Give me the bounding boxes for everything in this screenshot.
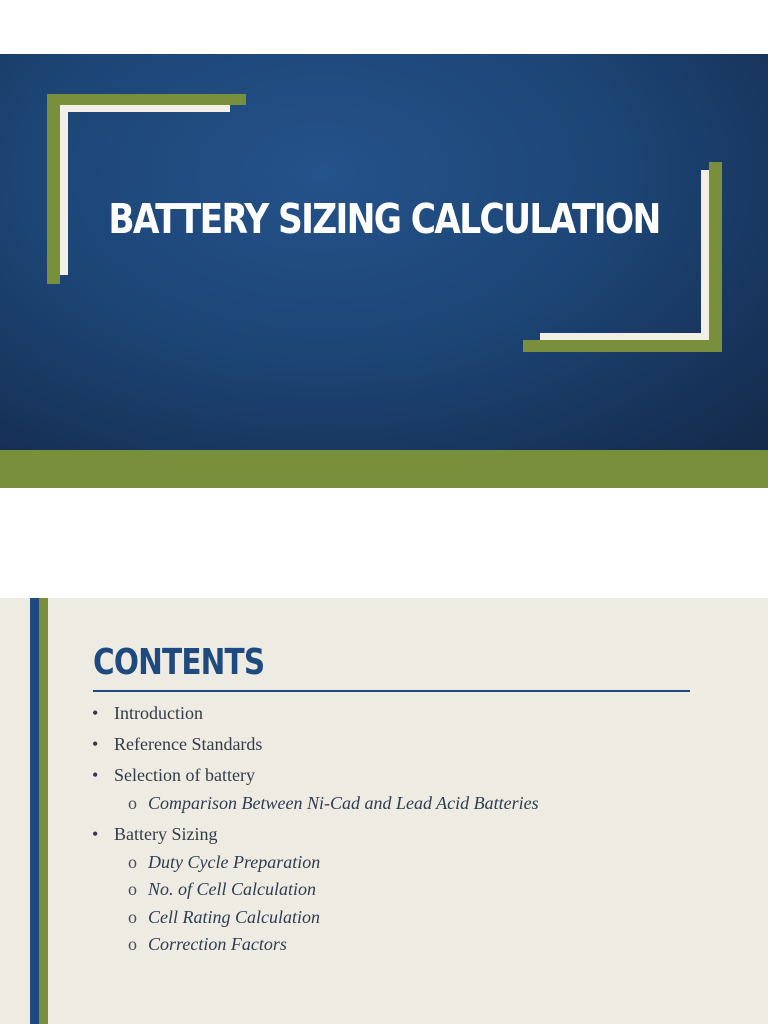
sub-list-item-text: Comparison Between Ni-Cad and Lead Acid Batteries [148, 793, 539, 813]
list-item-text: Introduction [114, 703, 203, 723]
sub-bullet: o [128, 852, 137, 872]
bullet: • [92, 824, 99, 844]
title-slide [0, 54, 768, 488]
sub-bullet: o [128, 879, 137, 899]
sub-list-item-text: Cell Rating Calculation [148, 907, 320, 927]
bottom-green-band [0, 450, 768, 488]
sub-bullet: o [128, 907, 137, 927]
bullet: • [92, 765, 99, 785]
bracket-bottom-right-green-horizontal [523, 340, 722, 352]
sub-bullet: o [128, 793, 137, 813]
bullet: • [92, 734, 99, 754]
bracket-top-left-white-vertical [60, 105, 68, 275]
presentation-title: BATTERY SIZING CALCULATION [108, 195, 660, 243]
bracket-top-left-white-horizontal [60, 105, 230, 112]
bracket-top-left-green-vertical [47, 94, 60, 284]
bracket-bottom-right-white-horizontal [540, 333, 709, 340]
list-item-text: Reference Standards [114, 734, 263, 754]
bracket-top-left-green-horizontal [47, 94, 246, 105]
left-blue-stripe [30, 598, 39, 1024]
bracket-bottom-right-green-vertical [709, 162, 722, 352]
bullet: • [92, 703, 99, 723]
heading-underline [93, 690, 690, 692]
contents-heading: CONTENTS [93, 642, 265, 683]
title-slide-background [0, 54, 768, 450]
left-green-stripe [39, 598, 48, 1024]
sub-list-item-text: Correction Factors [148, 934, 287, 954]
contents-slide [0, 598, 768, 1024]
sub-list-item-text: No. of Cell Calculation [148, 879, 317, 899]
list-item-text: Selection of battery [114, 765, 255, 785]
list-item-text: Battery Sizing [114, 824, 218, 844]
sub-list-item-text: Duty Cycle Preparation [148, 852, 321, 872]
sub-bullet: o [128, 934, 137, 954]
